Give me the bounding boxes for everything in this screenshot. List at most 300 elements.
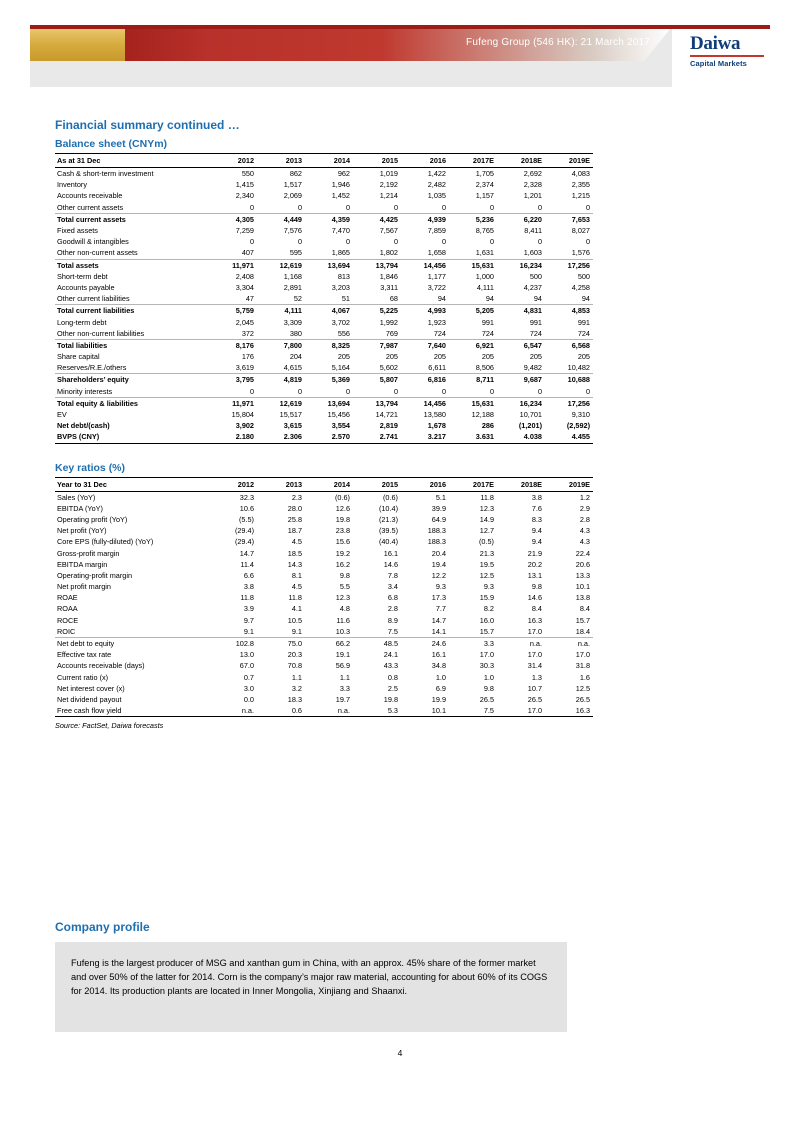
column-header: 2016: [401, 154, 449, 168]
row-value: 5,164: [331, 363, 350, 373]
row-value: 13,580: [423, 410, 446, 420]
row-value: 34.8: [431, 661, 446, 671]
row-label: Total liabilities: [55, 339, 209, 351]
row-label: Net profit margin: [57, 582, 111, 592]
row-value: 19.8: [335, 514, 350, 524]
row-label: Accounts receivable: [57, 191, 123, 201]
row-value: 24.6: [401, 637, 449, 649]
row-value: 286: [481, 421, 494, 431]
table-row: [55, 570, 593, 581]
column-header: 2019E: [545, 477, 593, 491]
row-value: 4.5: [291, 537, 302, 547]
row-value: 9.8: [531, 582, 542, 592]
table-row: [55, 536, 593, 547]
row-value: 10.1: [575, 582, 590, 592]
row-value: 2,692: [523, 169, 542, 179]
column-header: 2012: [209, 154, 257, 168]
row-label: Total equity & liabilities: [55, 397, 209, 409]
row-label: Accounts receivable (days): [57, 661, 145, 671]
row-value: 3,795: [209, 374, 257, 386]
row-value: 7,567: [379, 226, 398, 236]
row-value: 11.8: [240, 593, 254, 603]
row-value: 12.2: [431, 570, 446, 580]
row-value: 1,923: [427, 317, 446, 327]
row-value: (0.6): [334, 492, 350, 502]
row-label: EBITDA margin: [57, 559, 108, 569]
row-value: 2.3: [291, 492, 302, 502]
row-value: 6.6: [243, 570, 254, 580]
row-value: 15.6: [335, 537, 350, 547]
header-gold-block: [30, 29, 125, 61]
table-row: [55, 213, 593, 225]
row-value: 205: [529, 352, 542, 362]
row-value: 1.6: [579, 672, 590, 682]
table-row: [55, 637, 593, 649]
row-value: 1,802: [379, 248, 398, 258]
row-value: 1.3: [531, 672, 542, 682]
row-value: 991: [529, 317, 542, 327]
row-value: 4,258: [571, 282, 590, 292]
column-header: 2013: [257, 154, 305, 168]
row-value: 0: [441, 237, 446, 247]
row-value: 5,602: [379, 363, 398, 373]
row-label: ROIC: [57, 626, 76, 636]
row-value: 94: [533, 294, 542, 304]
row-value: 4,939: [401, 213, 449, 225]
row-value: 6.9: [435, 683, 446, 693]
row-value: 17.0: [479, 650, 494, 660]
row-value: 12.3: [335, 593, 350, 603]
row-value: 10.3: [335, 626, 350, 636]
row-value: 64.9: [431, 514, 446, 524]
row-label: Shareholders’ equity: [55, 374, 209, 386]
row-value: 1,214: [379, 191, 398, 201]
row-value: 28.0: [287, 503, 302, 513]
row-value: 11.6: [336, 615, 350, 625]
row-value: 1,846: [379, 271, 398, 281]
row-label: Net interest cover (x): [57, 683, 125, 693]
row-value: 3,554: [331, 421, 350, 431]
row-label: Fixed assets: [57, 226, 98, 236]
row-value: 8.9: [387, 615, 398, 625]
table-header-row: [55, 154, 593, 168]
row-value: 19.8: [383, 694, 398, 704]
row-value: 23.8: [335, 526, 350, 536]
row-value: 0: [441, 386, 446, 396]
row-value: 13.0: [239, 650, 254, 660]
row-value: 16.3: [545, 705, 593, 717]
row-value: 20.4: [431, 548, 446, 558]
row-value: 2.9: [579, 503, 590, 513]
row-value: 1,168: [283, 271, 302, 281]
row-value: 1.0: [483, 672, 494, 682]
row-label: Reserves/R.E./others: [57, 363, 127, 373]
row-value: 94: [485, 294, 494, 304]
row-value: 10,701: [519, 410, 542, 420]
row-label: Total current liabilities: [55, 305, 209, 317]
row-value: 1,678: [427, 421, 446, 431]
row-value: 5.3: [353, 705, 401, 717]
table-row: [55, 547, 593, 558]
row-value: 3.0: [243, 683, 254, 693]
row-value: 4,111: [476, 282, 494, 292]
row-value: 14,456: [401, 397, 449, 409]
row-value: 0: [297, 202, 302, 212]
row-value: 12.6: [335, 503, 350, 513]
row-value: 12.7: [479, 526, 494, 536]
row-value: 6,611: [428, 363, 446, 373]
row-value: 724: [433, 328, 446, 338]
row-value: 1,603: [523, 248, 542, 258]
row-value: (0.5): [478, 537, 494, 547]
row-value: 3.8: [531, 492, 542, 502]
row-value: 7,640: [401, 339, 449, 351]
row-value: 66.2: [305, 637, 353, 649]
row-value: 22.4: [575, 548, 590, 558]
key-ratios-heading: Key ratios (%): [55, 461, 126, 474]
row-value: 12,619: [257, 259, 305, 271]
table-header-row: [55, 477, 593, 491]
row-value: 0: [537, 386, 542, 396]
row-label: Short-term debt: [57, 271, 108, 281]
table-row: [55, 339, 593, 351]
row-value: 2,045: [235, 317, 254, 327]
header-top-rule: [30, 25, 770, 29]
key-ratios-body: [55, 491, 593, 717]
row-value: 0: [249, 237, 254, 247]
row-value: 51: [341, 294, 350, 304]
row-value: 19.4: [431, 559, 446, 569]
row-value: 1,035: [427, 191, 446, 201]
row-value: 14.7: [431, 615, 446, 625]
row-value: 9,482: [523, 363, 542, 373]
row-value: 3,619: [235, 363, 254, 373]
row-value: 21.9: [527, 548, 542, 558]
row-value: 56.9: [335, 661, 350, 671]
row-value: 7,470: [331, 226, 350, 236]
row-value: 407: [241, 248, 254, 258]
table-row: [55, 351, 593, 362]
row-value: 7.5: [387, 626, 398, 636]
row-label: Total assets: [55, 259, 209, 271]
row-value: 188.3: [427, 537, 446, 547]
daiwa-logo: [690, 34, 770, 68]
row-value: 1,201: [523, 191, 542, 201]
row-value: 2,340: [235, 191, 254, 201]
row-value: 0: [393, 386, 398, 396]
row-value: 724: [529, 328, 542, 338]
row-value: 1,705: [475, 169, 494, 179]
table-row: [55, 328, 593, 340]
row-value: 2.8: [387, 604, 398, 614]
row-value: 4.3: [579, 537, 590, 547]
row-value: 9.8: [483, 683, 494, 693]
table-row: [55, 431, 593, 443]
row-value: 5,225: [353, 305, 401, 317]
row-value: 18.4: [575, 626, 590, 636]
row-value: 1,415: [235, 180, 254, 190]
row-value: 13.8: [575, 593, 590, 603]
table-row: [55, 202, 593, 214]
row-value: 2.8: [579, 514, 590, 524]
row-value: 21.3: [479, 548, 494, 558]
table-row: [55, 626, 593, 638]
row-value: 16.0: [479, 615, 494, 625]
table-row: [55, 705, 593, 717]
row-value: 205: [385, 352, 398, 362]
table-row: [55, 694, 593, 705]
row-value: 0: [297, 237, 302, 247]
row-value: 16.1: [383, 548, 398, 558]
row-value: 862: [289, 169, 302, 179]
row-label: Other non-current assets: [57, 248, 138, 258]
row-value: (5.5): [238, 514, 254, 524]
row-value: 19.9: [431, 694, 446, 704]
row-value: 70.8: [287, 661, 302, 671]
column-header: 2019E: [545, 154, 593, 168]
row-value: 75.0: [257, 637, 305, 649]
row-label: Effective tax rate: [57, 650, 112, 660]
row-value: 204: [289, 352, 302, 362]
row-value: 15,631: [449, 397, 497, 409]
row-value: 5,759: [209, 305, 257, 317]
page-number: 4: [397, 1048, 403, 1058]
row-label: Sales (YoY): [57, 492, 96, 502]
table-row: [55, 503, 593, 514]
row-value: 9.8: [339, 570, 350, 580]
row-value: 3,615: [283, 421, 302, 431]
row-value: 9.1: [291, 626, 302, 636]
logo-wordmark: Daiwa: [690, 33, 741, 54]
column-header: 2018E: [497, 477, 545, 491]
row-value: 13,694: [305, 397, 353, 409]
row-value: 500: [529, 271, 542, 281]
row-value: 17.0: [527, 650, 542, 660]
row-value: 5,236: [449, 213, 497, 225]
row-value: 20.3: [287, 650, 302, 660]
row-value: 176: [241, 352, 254, 362]
row-value: 0: [489, 237, 494, 247]
row-value: 4,083: [571, 169, 590, 179]
row-value: 10,688: [545, 374, 593, 386]
row-value: 0: [249, 386, 254, 396]
row-value: 0: [249, 202, 254, 212]
row-value: 6,568: [545, 339, 593, 351]
row-value: 6,921: [449, 339, 497, 351]
row-value: 5,205: [449, 305, 497, 317]
row-value: 9,310: [571, 410, 590, 420]
row-value: 18.7: [287, 526, 302, 536]
row-value: 3.4: [387, 582, 398, 592]
row-value: 5.5: [339, 582, 350, 592]
row-value: 1,422: [427, 169, 446, 179]
row-label: Net debt/(cash): [57, 421, 110, 431]
column-header: 2018E: [497, 154, 545, 168]
row-value: 0: [345, 202, 350, 212]
page-header: [0, 0, 800, 88]
row-value: 2,408: [235, 271, 254, 281]
row-value: 7.6: [531, 503, 542, 513]
row-value: 14.6: [383, 559, 398, 569]
table-row: [55, 316, 593, 327]
row-value: 0.0: [243, 694, 254, 704]
row-value: 1,000: [475, 271, 494, 281]
row-value: 769: [385, 328, 398, 338]
row-value: 991: [577, 317, 590, 327]
row-value: 1,019: [379, 169, 398, 179]
row-value: 25.8: [287, 514, 302, 524]
row-label: Minority interests: [57, 386, 113, 396]
row-label: Core EPS (fully-diluted) (YoY): [57, 537, 154, 547]
row-value: 13.3: [575, 570, 590, 580]
row-value: 4.8: [339, 604, 350, 614]
row-value: 3,702: [331, 317, 350, 327]
row-value: 19.2: [335, 548, 350, 558]
row-value: 4.1: [291, 604, 302, 614]
row-value: 9.3: [435, 582, 446, 592]
row-value: 1.2: [579, 492, 590, 502]
row-value: 10.5: [287, 615, 302, 625]
page-content: [0, 88, 800, 1032]
row-value: 18.5: [287, 548, 302, 558]
row-value: 14.7: [239, 548, 254, 558]
row-value: 8.1: [291, 570, 302, 580]
row-label: Cash & short-term investment: [57, 169, 154, 179]
row-value: 3.8: [243, 582, 254, 592]
row-value: 188.3: [427, 526, 446, 536]
header-title: Fufeng Group (546 HK): 21 March 2017: [466, 37, 650, 48]
row-value: 14.3: [287, 559, 302, 569]
row-value: 4,819: [257, 374, 305, 386]
row-value: 13,794: [353, 397, 401, 409]
row-value: 17,256: [545, 397, 593, 409]
table-row: [55, 168, 593, 180]
row-value: 4,111: [257, 305, 305, 317]
column-header: 2015: [353, 154, 401, 168]
row-value: 17.3: [431, 593, 446, 603]
row-label: Current ratio (x): [57, 672, 109, 682]
row-value: 3,304: [235, 282, 254, 292]
row-value: 205: [433, 352, 446, 362]
row-value: 4,305: [209, 213, 257, 225]
table-row: [55, 236, 593, 247]
row-label: Net dividend payout: [57, 694, 122, 704]
row-value: 4,237: [523, 282, 542, 292]
row-value: 380: [289, 328, 302, 338]
table-row: [55, 420, 593, 431]
row-label: Other current liabilities: [57, 294, 130, 304]
row-value: 1,992: [379, 317, 398, 327]
row-value: 550: [241, 169, 254, 179]
row-value: 4,425: [353, 213, 401, 225]
row-value: 595: [289, 248, 302, 258]
row-value: 2,891: [283, 282, 302, 292]
row-value: 8.4: [579, 604, 590, 614]
row-value: 8,765: [475, 226, 494, 236]
row-value: 14.1: [431, 626, 446, 636]
row-value: 7,259: [235, 226, 254, 236]
row-value: (0.6): [382, 492, 398, 502]
row-value: 372: [241, 328, 254, 338]
row-value: 8,506: [475, 363, 494, 373]
row-value: n.a.: [305, 705, 353, 717]
row-value: 0: [393, 237, 398, 247]
row-value: 1,452: [331, 191, 350, 201]
company-profile-heading: Company profile: [55, 920, 150, 935]
source-note: Source: FactSet, Daiwa forecasts: [55, 721, 164, 731]
row-value: 1,517: [283, 180, 302, 190]
row-value: 4.3: [579, 526, 590, 536]
row-value: 1,157: [475, 191, 494, 201]
row-value: 16.3: [527, 615, 542, 625]
row-value: 3.3: [339, 683, 350, 693]
row-value: 12.3: [479, 503, 494, 513]
company-profile-box: [55, 942, 567, 1032]
table-row: [55, 559, 593, 570]
row-value: 24.1: [383, 650, 398, 660]
row-value: 4.038: [497, 431, 545, 443]
row-value: 205: [481, 352, 494, 362]
row-value: 11.4: [240, 559, 254, 569]
row-value: 31.4: [527, 661, 542, 671]
row-value: 8,176: [209, 339, 257, 351]
row-value: 4,359: [305, 213, 353, 225]
row-value: 15,804: [231, 410, 254, 420]
table-row: [55, 592, 593, 603]
row-value: 0.6: [257, 705, 305, 717]
row-value: 7,800: [257, 339, 305, 351]
row-value: 0: [393, 202, 398, 212]
row-value: 500: [577, 271, 590, 281]
row-value: 6,816: [401, 374, 449, 386]
row-value: (1,201): [518, 421, 542, 431]
row-value: 0: [537, 237, 542, 247]
row-label: Net profit (YoY): [57, 526, 107, 536]
row-value: 7.5: [449, 705, 497, 717]
key-ratios-table: [55, 477, 593, 718]
row-value: 2.5: [387, 683, 398, 693]
row-value: 3.3: [449, 637, 497, 649]
row-value: 15.9: [479, 593, 494, 603]
row-value: 8,027: [571, 226, 590, 236]
row-value: 3,902: [235, 421, 254, 431]
logo-rule: [690, 55, 764, 57]
row-value: 11,971: [209, 259, 257, 271]
row-value: 102.8: [209, 637, 257, 649]
row-value: (2,592): [566, 421, 590, 431]
row-label: Net debt to equity: [55, 637, 209, 649]
row-label: Share capital: [57, 352, 100, 362]
row-value: 11.8: [288, 593, 302, 603]
row-label: Free cash flow yield: [55, 705, 209, 717]
column-header: 2014: [305, 477, 353, 491]
row-value: 18.3: [287, 694, 302, 704]
row-value: 4,831: [497, 305, 545, 317]
column-header: As at 31 Dec: [55, 154, 209, 168]
row-value: 7,576: [283, 226, 302, 236]
row-value: 15,517: [279, 410, 302, 420]
column-header: 2017E: [449, 477, 497, 491]
row-value: 8.2: [483, 604, 494, 614]
row-value: 5,807: [353, 374, 401, 386]
table-row: [55, 386, 593, 398]
table-row: [55, 225, 593, 236]
row-value: 16.2: [335, 559, 350, 569]
column-header: Year to 31 Dec: [55, 477, 209, 491]
row-value: 17.0: [575, 650, 590, 660]
row-value: 0: [537, 202, 542, 212]
row-value: 1,865: [331, 248, 350, 258]
